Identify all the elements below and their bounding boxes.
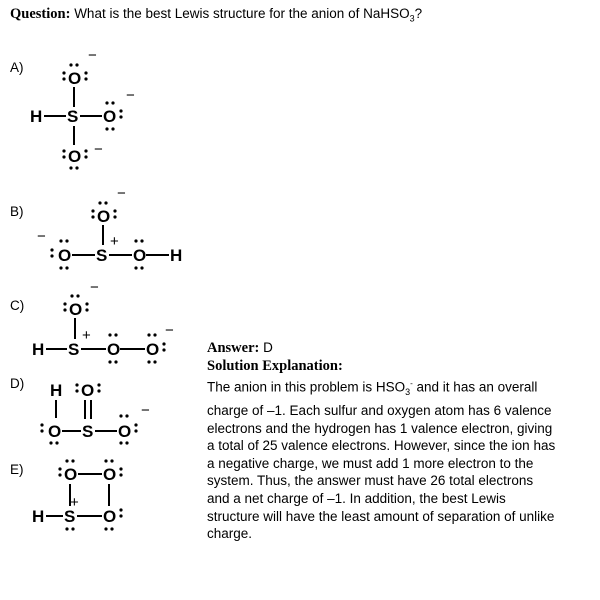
atom: O <box>103 465 117 484</box>
atom: O <box>58 246 72 265</box>
atom: O <box>97 207 111 226</box>
structure-b <box>37 185 182 270</box>
atom: H <box>32 340 45 359</box>
charge: + <box>70 494 79 511</box>
option-a-label[interactable]: A) <box>10 60 24 75</box>
charge: − <box>90 279 99 296</box>
charge: + <box>82 327 91 344</box>
atom: S <box>68 340 80 359</box>
atom: O <box>146 340 160 359</box>
atom: S <box>67 107 79 126</box>
atom: O <box>107 340 121 359</box>
structure-e <box>32 459 123 530</box>
option-e-label[interactable]: E) <box>10 462 24 477</box>
question-end: ? <box>414 6 423 21</box>
explanation-sup: - <box>410 379 413 389</box>
charge: − <box>141 402 150 419</box>
explanation-start: The anion in this problem is HSO <box>207 379 406 395</box>
atom: S <box>82 422 94 441</box>
atom: O <box>118 422 132 441</box>
option-c-label[interactable]: C) <box>10 298 25 313</box>
atom: O <box>68 69 82 88</box>
atom: O <box>103 107 117 126</box>
atom: H <box>50 381 63 400</box>
option-b-label[interactable]: B) <box>10 204 24 219</box>
structure-a <box>30 47 135 170</box>
atom: S <box>64 507 76 526</box>
charge: − <box>165 322 174 339</box>
charge: − <box>117 185 126 202</box>
structure-d <box>40 381 150 445</box>
explanation-text <box>207 375 557 543</box>
atom: O <box>48 422 62 441</box>
structure-c <box>32 279 174 364</box>
charge: − <box>126 87 135 104</box>
atom: H <box>30 107 43 126</box>
atom: O <box>64 465 78 484</box>
charge: − <box>88 47 97 64</box>
option-d-label[interactable]: D) <box>10 376 25 391</box>
explanation-sub: 3 <box>405 387 411 398</box>
charge: − <box>94 141 103 158</box>
atom: H <box>170 246 183 265</box>
atom: H <box>32 507 45 526</box>
atom: O <box>133 246 147 265</box>
explanation-rest: and it has an overall charge of –1. Each sulfur and oxygen atom has 6 valence electrons and the hydrogen has 1 valence electron, giving a total of 25 valence electrons. However, since the ion has a negative charge, we must add 1 more electron to the system. Thus, the answer must have 26 total electrons and a net charge of –1. In addition, the best Lewis structure will have the least amount of separation of unlike charge. <box>207 379 556 542</box>
answer-line <box>207 339 557 358</box>
question-label: Question: <box>10 6 71 22</box>
charge: + <box>110 233 119 250</box>
question-formula-sub: 3 <box>409 13 415 24</box>
atom: O <box>81 381 95 400</box>
answer-value: D <box>263 340 273 355</box>
answer-block <box>207 339 557 543</box>
atom: O <box>103 507 117 526</box>
atom: O <box>68 147 82 166</box>
atom: S <box>96 246 108 265</box>
explanation-heading: Solution Explanation: <box>207 357 343 374</box>
atom: O <box>69 300 83 319</box>
question-text: What is the best Lewis structure for the anion of NaHSO <box>74 6 410 21</box>
charge: − <box>37 228 46 245</box>
answer-label: Answer: <box>207 340 260 356</box>
